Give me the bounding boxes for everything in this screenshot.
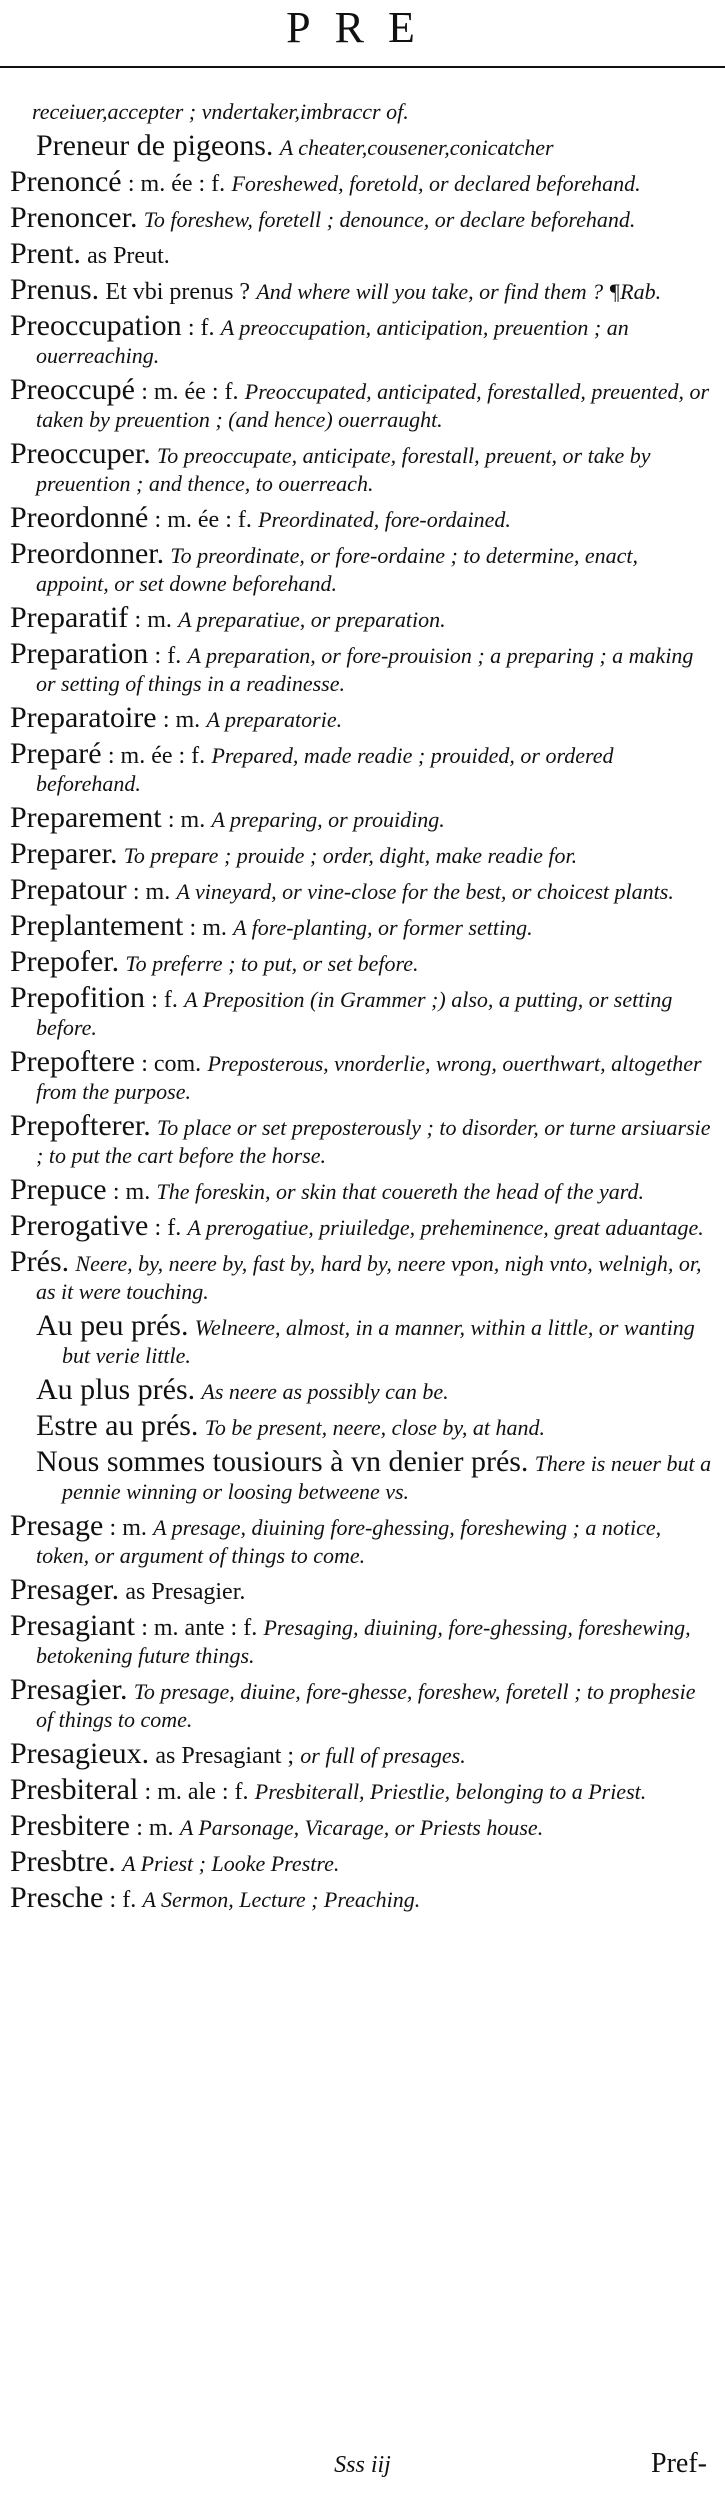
- headword: Estre au prés.: [36, 1409, 199, 1442]
- translation: A preparation, or fore-prouision ; a preparing ; a making or setting of things in a readinesse.: [36, 643, 694, 696]
- headword: Nous sommes tousiours à vn denier prés.: [36, 1445, 529, 1478]
- grammar-note: : m.: [167, 807, 206, 833]
- grammar-note: : m.: [134, 607, 172, 633]
- grammar-note: : m. ée : f.: [141, 379, 239, 405]
- grammar-note: as Presagier.: [125, 1579, 246, 1605]
- catchword: Pref-: [651, 2448, 707, 2479]
- translation: A prerogatiue, priuiledge, preheminence, great aduantage.: [187, 1215, 704, 1240]
- grammar-note: : m. ée : f.: [107, 743, 206, 769]
- dictionary-entry: [10, 1845, 716, 1878]
- headword: Preplantement: [10, 909, 184, 942]
- translation: A preparing, or prouiding.: [211, 807, 445, 832]
- headword: Preparer.: [10, 837, 118, 870]
- grammar-note: : m.: [189, 915, 227, 941]
- headword: Presbitere: [10, 1809, 130, 1842]
- headword: Presagiant: [10, 1609, 135, 1642]
- translation: To preordinate, or fore-ordaine ; to determine, enact, appoint, or set downe beforehand.: [36, 543, 639, 596]
- translation: A cheater,cousener,conicatcher: [279, 135, 554, 160]
- headword: Preparé: [10, 737, 102, 770]
- headword: Preparement: [10, 801, 162, 834]
- translation: Presaging, diuining, fore-ghessing, foreshewing, betokening future things.: [36, 1615, 691, 1668]
- dictionary-entry: [10, 837, 716, 870]
- dictionary-entry: [10, 1509, 716, 1570]
- grammar-note: : f.: [151, 987, 178, 1013]
- headword: Preparatoire: [10, 701, 157, 734]
- translation: A Preposition (in Grammer ;) also, a putting, or setting before.: [36, 987, 673, 1040]
- dictionary-entry: [10, 945, 716, 978]
- headword: Prepofterer.: [10, 1109, 151, 1142]
- dictionary-entry: [10, 373, 716, 434]
- translation: To preferre ; to put, or set before.: [125, 951, 419, 976]
- headword: Preordonné: [10, 501, 149, 534]
- entry-list: [10, 98, 716, 1920]
- translation: A vineyard, or vine-close for the best, or choicest plants.: [176, 879, 674, 904]
- translation: The foreskin, or skin that couereth the head of the yard.: [156, 1179, 645, 1204]
- translation: Prepared, made readie ; prouided, or ordered beforehand.: [36, 743, 614, 796]
- dictionary-entry: [10, 129, 716, 162]
- dictionary-entry: [10, 701, 716, 734]
- grammar-note: : f.: [154, 643, 182, 669]
- dictionary-entry: [10, 909, 716, 942]
- translation: or full of presages.: [300, 1743, 466, 1768]
- signature-mark: Sss iij: [334, 2452, 391, 2478]
- headword: Preneur de pigeons.: [36, 129, 274, 162]
- translation: Preposterous, vnorderlie, wrong, ouerthwart, altogether from the purpose.: [36, 1051, 702, 1104]
- grammar-note: : f.: [154, 1215, 182, 1241]
- dictionary-entry: [10, 201, 716, 234]
- translation: As neere as possibly can be.: [201, 1379, 449, 1404]
- dictionary-entry: [10, 1573, 716, 1606]
- translation: A preparatorie.: [206, 707, 343, 732]
- translation: A Priest ; Looke Prestre.: [122, 1851, 340, 1876]
- dictionary-entry: [10, 981, 716, 1042]
- translation: To presage, diuine, fore-ghesse, foreshew, foretell ; to prophesie of things to come.: [36, 1679, 696, 1732]
- headword: Prepofer.: [10, 945, 120, 978]
- translation: A preoccupation, anticipation, preuention ; an ouerreaching.: [36, 315, 629, 368]
- headword: Prerogative: [10, 1209, 149, 1242]
- dictionary-entry: [10, 1445, 716, 1506]
- headword: Presbiteral: [10, 1773, 139, 1806]
- headword: Preoccupation: [10, 309, 182, 342]
- headword: Prenus.: [10, 273, 100, 306]
- translation: To foreshew, foretell ; denounce, or declare beforehand.: [143, 207, 636, 232]
- headword: Prepofition: [10, 981, 145, 1014]
- dictionary-entry: [10, 273, 716, 306]
- dictionary-entry: [10, 237, 716, 270]
- headword: Prenoncé: [10, 165, 122, 198]
- translation: To place or set preposterously ; to disorder, or turne arsiuarsie ; to put the cart before the horse.: [36, 1115, 711, 1168]
- headword: Au peu prés.: [36, 1309, 189, 1342]
- grammar-note: Et vbi prenus ?: [105, 279, 251, 305]
- headword: Presbtre.: [10, 1845, 116, 1878]
- dictionary-entry: [10, 437, 716, 498]
- translation: Foreshewed, foretold, or declared beforehand.: [231, 171, 641, 196]
- translation: Preoccupated, anticipated, forestalled, preuented, or taken by preuention ; (and hence) ouerraught.: [36, 379, 710, 432]
- dictionary-entry: [10, 1609, 716, 1670]
- headword: Preparation: [10, 637, 149, 670]
- translation: To prepare ; prouide ; order, dight, make readie for.: [123, 843, 578, 868]
- grammar-note: : m.: [109, 1515, 147, 1541]
- dictionary-entry: [10, 501, 716, 534]
- grammar-note: : m.: [162, 707, 201, 733]
- dictionary-entry: [10, 1173, 716, 1206]
- headword: Preordonner.: [10, 537, 165, 570]
- headword: Prepoftere: [10, 1045, 135, 1078]
- dictionary-entry: [10, 1881, 716, 1914]
- dictionary-entry: [10, 1673, 716, 1734]
- dictionary-entry: [10, 1209, 716, 1242]
- dictionary-entry: [10, 637, 716, 698]
- grammar-note: as Preut.: [87, 243, 170, 269]
- dictionary-entry: [10, 737, 716, 798]
- dictionary-entry: [10, 1773, 716, 1806]
- headword: Preparatif: [10, 601, 129, 634]
- grammar-note: : f.: [187, 315, 215, 341]
- headword: Prepatour: [10, 873, 127, 906]
- grammar-note: : m.: [136, 1815, 174, 1841]
- translation: To be present, neere, close by, at hand.: [204, 1415, 546, 1440]
- grammar-note: : com.: [141, 1051, 202, 1077]
- translation: A Parsonage, Vicarage, or Priests house.: [179, 1815, 544, 1840]
- translation: Neere, by, neere by, fast by, hard by, neere vpon, nigh vnto, welnigh, or, as it were touching.: [36, 1251, 702, 1304]
- headword: Presager.: [10, 1573, 120, 1606]
- translation: And where will you take, or find them ? ¶Rab.: [256, 279, 662, 304]
- headword: Presagieux.: [10, 1737, 150, 1770]
- headword: Prepuce: [10, 1173, 107, 1206]
- dictionary-entry: [10, 165, 716, 198]
- headword: Prenoncer.: [10, 201, 138, 234]
- grammar-note: : m. ale : f.: [144, 1779, 249, 1805]
- translation: Preordinated, fore-ordained.: [258, 507, 511, 532]
- dictionary-entry: [10, 1409, 716, 1442]
- translation: A presage, diuining fore-ghessing, foreshewing ; a notice, token, or argument of things to come.: [36, 1515, 662, 1568]
- dictionary-entry: [10, 1109, 716, 1170]
- dictionary-entry: [10, 1809, 716, 1842]
- grammar-note: : m.: [132, 879, 171, 905]
- dictionary-entry: [10, 98, 716, 126]
- dictionary-entry: [10, 309, 716, 370]
- headword: Presage: [10, 1509, 104, 1542]
- headword: Au plus prés.: [36, 1373, 196, 1406]
- translation: To preoccupate, anticipate, forestall, preuent, or take by preuention ; and thence, to ouerreach.: [36, 443, 651, 496]
- grammar-note: : f.: [109, 1887, 137, 1913]
- header-rule: [0, 66, 725, 68]
- headword: Prés.: [10, 1245, 70, 1278]
- translation: Presbiterall, Priestlie, belonging to a Priest.: [254, 1779, 647, 1804]
- translation: There is neuer but a pennie winning or loosing betweene vs.: [62, 1451, 712, 1504]
- dictionary-entry: [10, 537, 716, 598]
- dictionary-entry: [10, 1373, 716, 1406]
- headword: Preoccuper.: [10, 437, 151, 470]
- dictionary-entry: [10, 873, 716, 906]
- grammar-note: as Presagiant ;: [155, 1743, 295, 1769]
- grammar-note: : m. ée : f.: [154, 507, 252, 533]
- dictionary-entry: [10, 801, 716, 834]
- page-header: PRE: [286, 3, 439, 52]
- headword: Prent.: [10, 237, 81, 270]
- translation: A fore-planting, or former setting.: [233, 915, 533, 940]
- dictionary-entry: [10, 1245, 716, 1306]
- headword: Presagier.: [10, 1673, 128, 1706]
- headword: Preoccupé: [10, 373, 135, 406]
- headword: Presche: [10, 1881, 104, 1914]
- dictionary-entry: [10, 1045, 716, 1106]
- translation: A preparatiue, or preparation.: [178, 607, 446, 632]
- translation: receiuer,accepter ; vndertaker,imbraccr of.: [32, 99, 409, 124]
- grammar-note: : m. ante : f.: [141, 1615, 258, 1641]
- translation: A Sermon, Lecture ; Preaching.: [142, 1887, 421, 1912]
- translation: Welneere, almost, in a manner, within a little, or wanting but verie little.: [62, 1315, 695, 1368]
- grammar-note: : m. ée : f.: [127, 171, 226, 197]
- dictionary-entry: [10, 1737, 716, 1770]
- dictionary-entry: [10, 1309, 716, 1370]
- grammar-note: : m.: [112, 1179, 151, 1205]
- dictionary-entry: [10, 601, 716, 634]
